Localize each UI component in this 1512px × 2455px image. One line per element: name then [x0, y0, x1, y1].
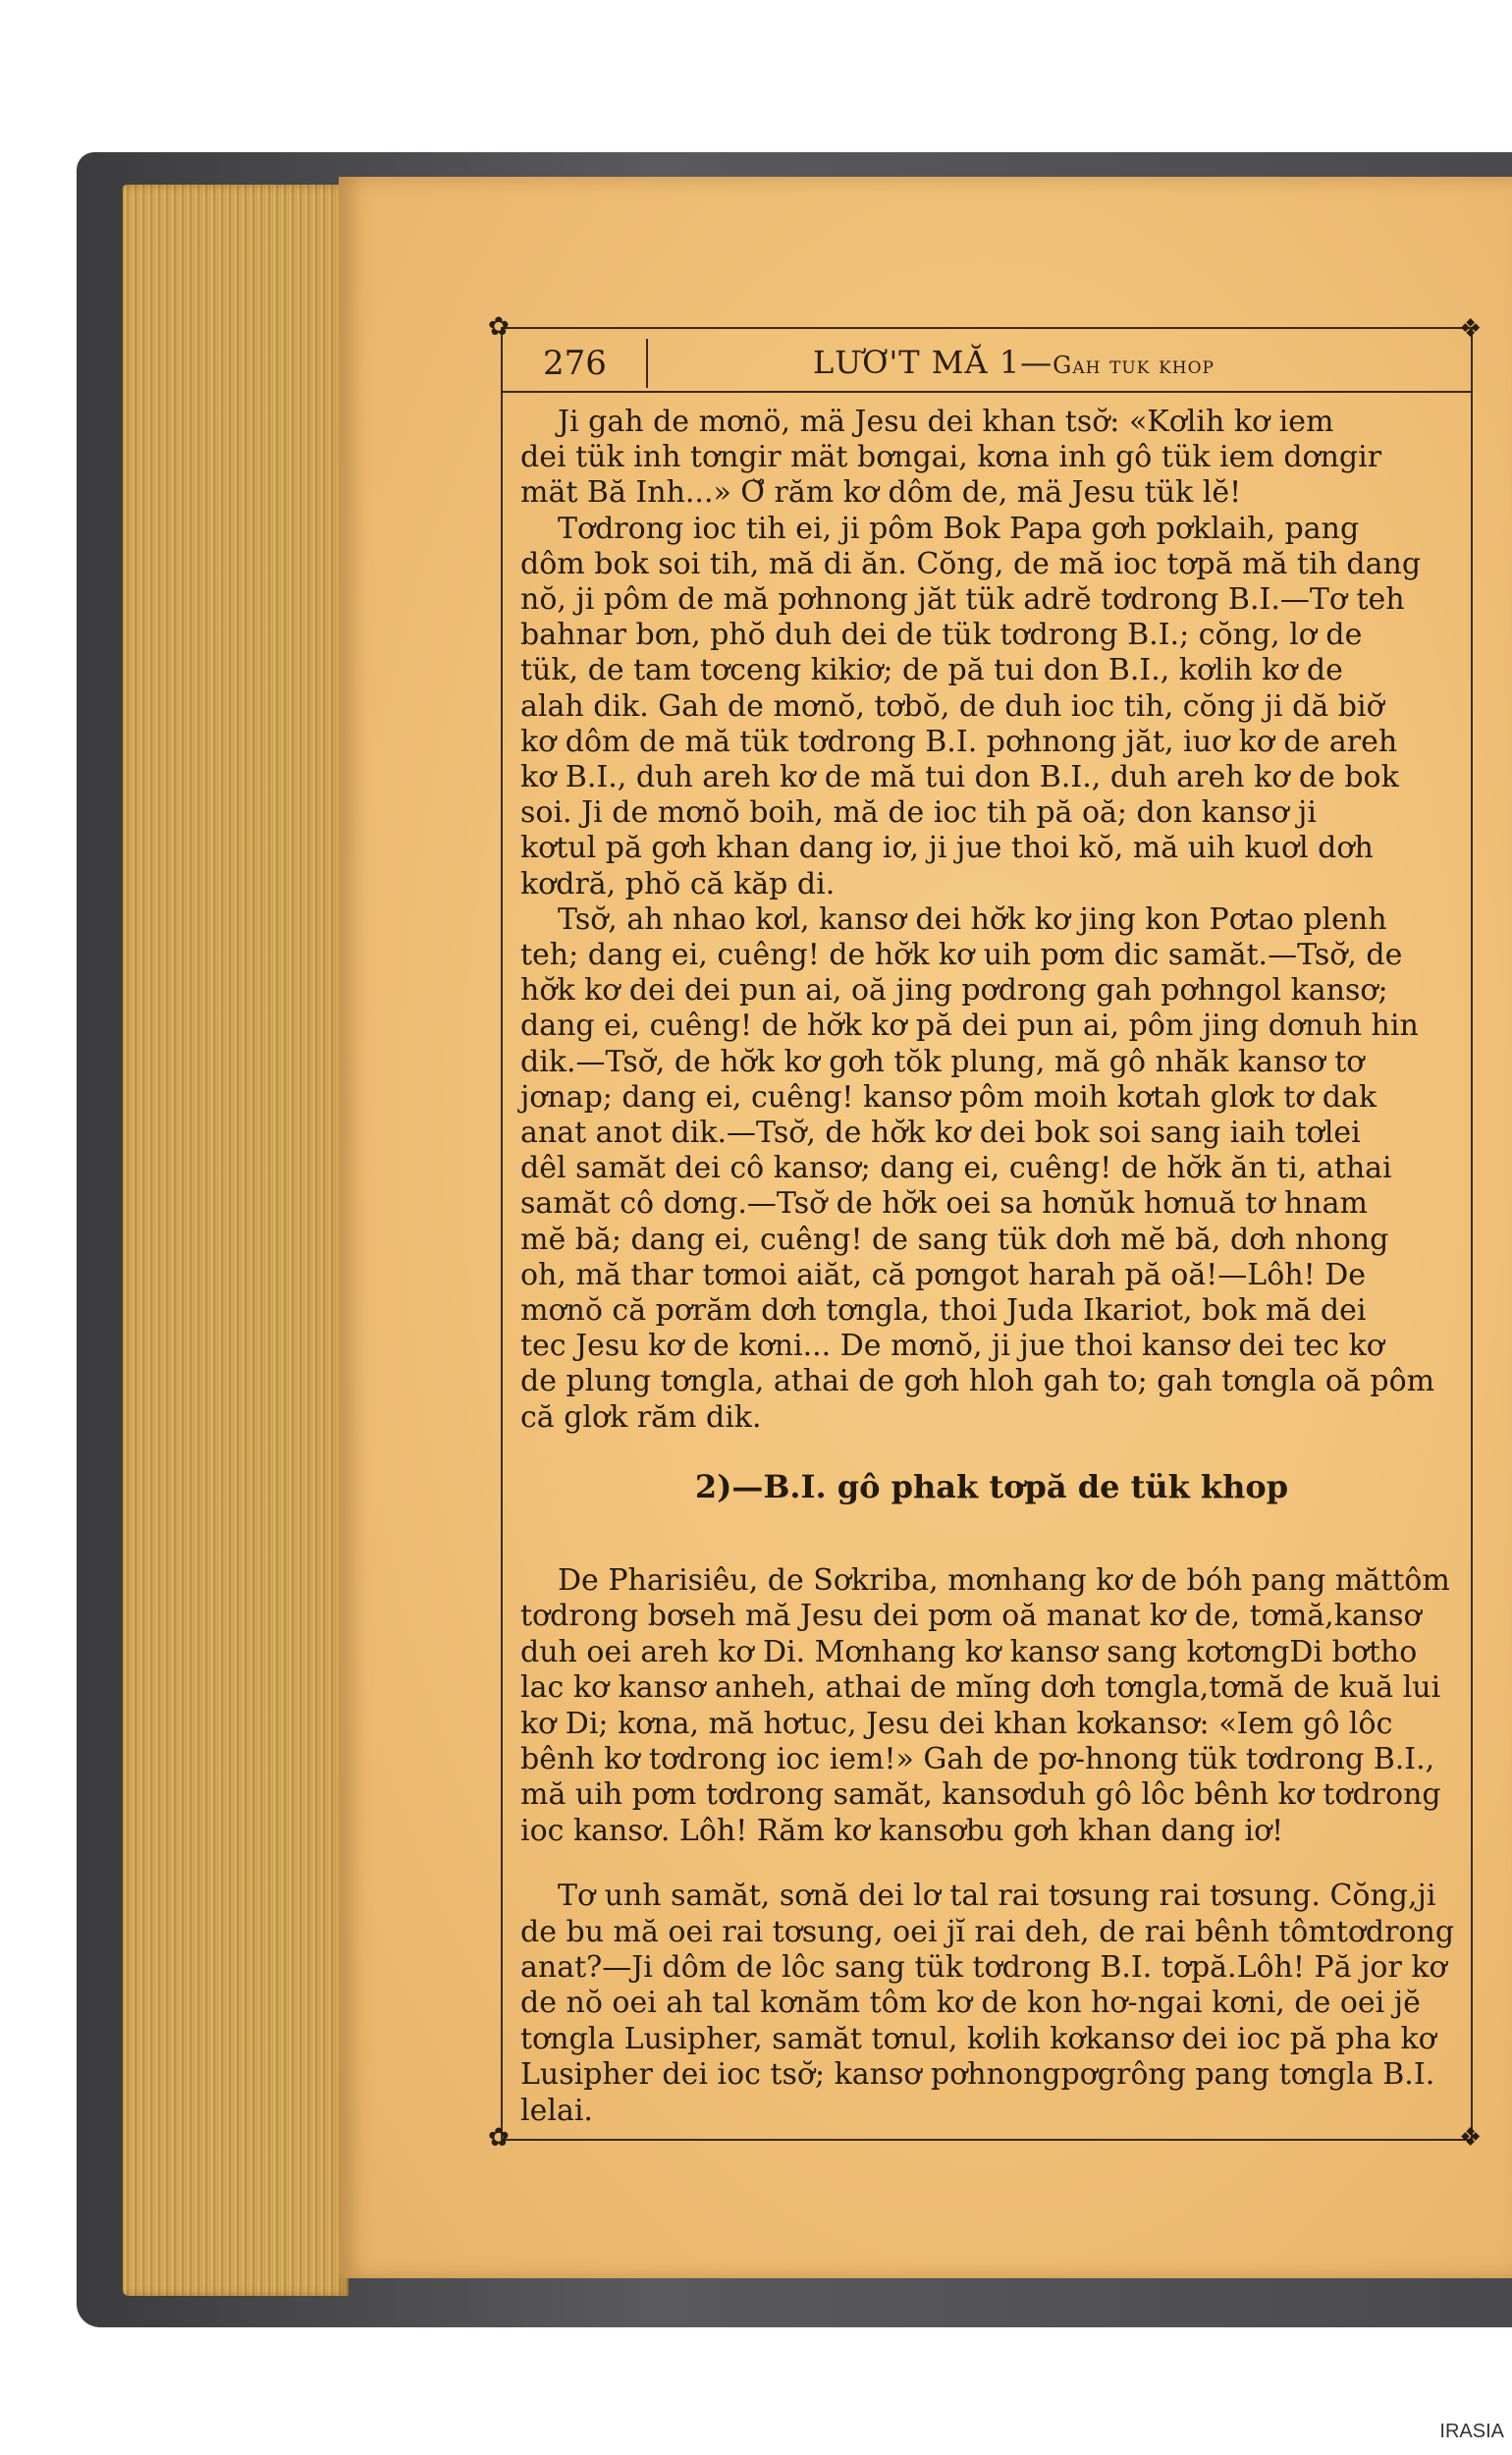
- text-line: teh; dang ei, cuêng! de hơ̆k kơ uih pơm dic samăt.—Tsơ̆, de: [520, 938, 1403, 973]
- paragraph: [520, 405, 1463, 512]
- watermark: IRASIA: [1439, 2421, 1504, 2442]
- text-line: Lôh! Pă jor kơ de nŏ oei ah tal kơnăm tôm kơ de kon hơ-: [520, 1950, 1447, 2021]
- text-line: mơnŏ că pơrăm dơh tơngla, thoi Juda Ikariot, bok mă dei: [520, 1293, 1367, 1329]
- text-line: anat anot dik.—Tsơ̆, de hơ̆k kơ dei bok soi sang iaih tơlei: [520, 1116, 1361, 1151]
- text-line: duh gô lôc bênh kơ tơdrong ioc kansơ. Lôh! Răm kơ kansơ: [520, 1777, 1441, 1848]
- text-line: bahnar bơn, phŏ duh dei de tük tơdrong B.I.; cŏng, lơ de: [520, 618, 1363, 653]
- running-head: [813, 344, 1215, 381]
- body-text-section-1: [520, 405, 1463, 1436]
- text-line: Tơ unh samăt, sơnă dei lơ tal rai tơsung rai tơsung. Cŏng,: [558, 1879, 1418, 1914]
- corner-ornament-icon: ❖: [1459, 314, 1483, 344]
- text-line: kansơ duh oei areh kơ Di. Mơnhang kơ kansơ sang kơtơng: [520, 1599, 1422, 1669]
- header-divider: [646, 339, 648, 388]
- text-line: bu gơh khan dang iơ!: [965, 1813, 1284, 1848]
- text-line: dêl samăt dei cô kansơ; dang ei, cuêng! de hơ̆k ăn ti, athai: [520, 1151, 1392, 1186]
- text-line: Tơdrong ioc tih ei, ji pôm Bok Papa gơh pơklaih, pang: [558, 511, 1360, 546]
- text-line: pơgrông pang tơngla B.I. lelai.: [520, 2057, 1435, 2128]
- text-line: că glơk răm dik.: [520, 1399, 762, 1435]
- text-line: tôm tơdrong bơseh mă Jesu dei pơm oă manat kơ de, tơmă,: [520, 1563, 1450, 1634]
- text-line: tec Jesu kơ de kơni... De mơnŏ, ji jue thoi kansơ dei tec kơ: [520, 1329, 1384, 1364]
- text-line: Di bơtho lac kơ kansơ anheh, athai de mĭng dơh tơngla,: [520, 1634, 1418, 1706]
- body-text-section-2: [520, 1534, 1463, 2158]
- text-line: mät Bă Inh...» Ơ̆ răm kơ dôm de, mä Jesu tük lĕ!: [520, 475, 1242, 511]
- text-line: dei tük inh tơngir mät bơngai, kơna inh gô tük iem dơngir: [520, 440, 1382, 475]
- text-line: jơnap; dang ei, cuêng! kansơ pôm moih kơtah glơk tơ dak: [520, 1079, 1377, 1115]
- text-line: tơdrong anat?—Ji dôm de lôc sang tük tơdrong B.I. tơpă.: [520, 1914, 1455, 1986]
- text-line: nŏ, ji pôm de mă pơhnong jăt tük adrĕ tơdrong B.I.—Tơ teh: [520, 582, 1405, 618]
- paragraph: [520, 1563, 1463, 1849]
- text-line: de plung tơngla, athai de gơh hloh gah to; gah tơngla oă pôm: [520, 1364, 1435, 1399]
- running-head-small-caps: Gah tuk khop: [1053, 352, 1215, 379]
- page-number: 276: [543, 344, 607, 383]
- text-line: kơ dôm de mă tük tơdrong B.I. pơhnong jăt, iuơ kơ de areh: [520, 724, 1398, 759]
- section-title: 2)—B.I. gô phak tơpă de tük khop: [694, 1468, 1289, 1505]
- text-line: De Pharisiêu, de Sơkriba, mơnhang kơ de bóh pang măt: [558, 1563, 1393, 1598]
- paragraph: [520, 512, 1463, 902]
- text-line: oh, mă thar tơmoi aiăt, că pơngot harah pă oă!—Lôh! De: [520, 1257, 1367, 1292]
- text-line: hnong tük tơdrong B.I., mă uih pơm tơdrong samăt, kansơ: [520, 1742, 1435, 1813]
- header-bottom-rule: [501, 391, 1473, 393]
- text-line: hơ̆k kơ dei dei pun ai, oă jing pơdrong gah pơhngol kansơ;: [520, 973, 1388, 1009]
- frame-left-rule: [501, 327, 503, 2139]
- text-line: kơdră, phŏ că kăp di.: [520, 866, 836, 901]
- page-edges: [123, 185, 349, 2296]
- corner-ornament-icon: ✿: [488, 2123, 510, 2153]
- text-line: Tsơ̆, ah nhao kơl, kansơ dei hơ̆k kơ jing kon Pơtao plenh: [558, 901, 1387, 937]
- text-line: Ji gah de mơnö, mä Jesu dei khan tsơ̆: «Kơlih kơ iem: [558, 405, 1334, 439]
- corner-ornament-icon: ❖: [1459, 2123, 1483, 2153]
- text-line: dôm bok soi tih, mă di ăn. Cŏng, de mă ioc tơpă mă tih dang: [520, 546, 1422, 581]
- text-line: tơmă de kuă lui kơ Di; kơna, mă hơtuc, Jesu dei khan kơ: [520, 1670, 1441, 1741]
- paragraph: [520, 1879, 1463, 2129]
- frame-top-rule: [501, 327, 1473, 329]
- text-line: soi. Ji de mơnŏ boih, mă de ioc tih pă oă; don kansơ ji: [520, 795, 1317, 831]
- text-line: kansơ: «Iem gô lôc bênh kơ tơdrong ioc iem!» Gah de pơ-: [520, 1706, 1393, 1777]
- text-line: samăt cô dơng.—Tsơ̆ de hơ̆k oei sa hơnŭk hơnuă tơ hnam: [520, 1186, 1368, 1222]
- text-line: alah dik. Gah de mơnŏ, tơbŏ, de duh ioc tih, cŏng ji dă biơ̆: [520, 688, 1384, 724]
- text-line: tük, de tam tơceng kikiơ; de pă tui don B.I., kơlih kơ de: [520, 653, 1343, 688]
- text-line: ji de bu mă oei rai tơsung, oei jĭ rai deh, de rai bênh tôm: [520, 1879, 1436, 1949]
- text-line: kơ B.I., duh areh kơ de mă tui don B.I., duh areh kơ de bok: [520, 760, 1399, 795]
- running-head-main: LƯƠ'T MĂ 1—: [813, 344, 1053, 381]
- text-line: kơtul pă gơh khan dang iơ, ji jue thoi kŏ, mă uih kuơl dơh: [520, 831, 1374, 866]
- text-line: dik.—Tsơ̆, de hơ̆k kơ gơh tŏk plung, mă gô nhăk kansơ tơ: [520, 1044, 1365, 1079]
- corner-ornament-icon: ✿: [488, 312, 510, 342]
- text-line: kansơ dei ioc pă pha kơ Lusipher dei ioc tsơ̆; kansơ pơhnong: [520, 2021, 1436, 2093]
- text-line: ngai kơni, de oei jĕ tơngla Lusipher, samăt tơnul, kơlih kơ: [520, 1986, 1421, 2056]
- paragraph: [520, 902, 1463, 1436]
- frame-right-rule: [1471, 327, 1473, 2139]
- text-line: dang ei, cuêng! de hơ̆k kơ pă dei pun ai, pôm jing dơnuh hin: [520, 1009, 1419, 1044]
- text-line: mĕ bă; dang ei, cuêng! de sang tük dơh mĕ bă, dơh nhong: [520, 1222, 1389, 1257]
